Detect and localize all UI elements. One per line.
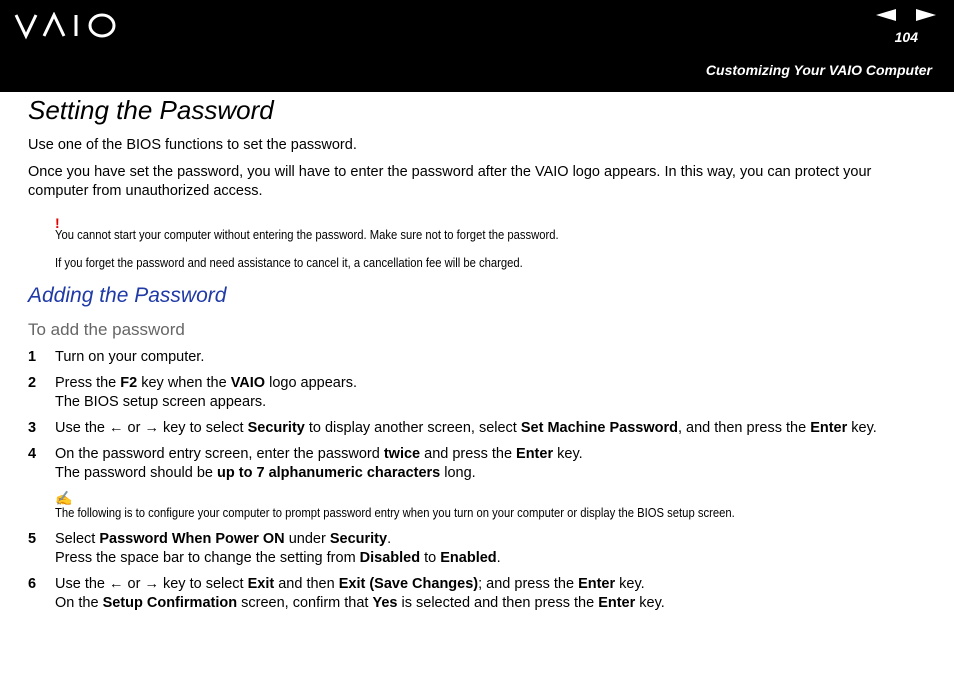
key-name: Enter — [516, 446, 554, 462]
emphasis: up to 7 alphanumeric characters — [217, 465, 441, 481]
step-text: key to select — [158, 576, 248, 592]
step-number: 3 — [28, 420, 37, 436]
step-number: 1 — [28, 349, 37, 365]
note-text: You cannot start your computer without entering the password. Make sure not to forget the password. — [55, 228, 559, 242]
step-text: Press the space bar to change the setting from — [55, 550, 360, 566]
left-arrow-key-icon: ← — [109, 420, 124, 436]
right-arrow-key-icon: → — [144, 420, 159, 436]
step-text: and then — [274, 576, 339, 592]
page-nav — [860, 8, 936, 26]
step-text: key. — [847, 420, 877, 436]
left-arrow-key-icon: ← — [109, 576, 124, 592]
subsection-title: Adding the Password — [28, 284, 227, 307]
step-number: 5 — [28, 531, 37, 547]
step-text: to display another screen, select — [304, 420, 521, 436]
procedure-title: To add the password — [28, 320, 185, 339]
step-text: On the — [55, 595, 103, 611]
body-paragraph: Once you have set the password, you will have to enter the password after the VAIO logo appears. In this way, you can protect your computer from unauthorized access. — [28, 164, 872, 199]
warning-icon: ! — [55, 215, 60, 231]
page-title: Setting the Password — [28, 95, 274, 125]
setting-value: Disabled — [359, 550, 421, 566]
step-text: . — [496, 550, 501, 566]
section-title: Customizing Your VAIO Computer — [705, 62, 932, 78]
option-name: Password When Power ON — [99, 531, 285, 547]
step-text: or — [123, 576, 145, 592]
list-item — [28, 575, 928, 613]
step-text: Press the — [55, 375, 121, 391]
warning-note — [55, 215, 928, 270]
previous-page-icon[interactable] — [876, 9, 896, 21]
page-header — [0, 0, 954, 92]
steps-list — [28, 348, 928, 483]
list-item — [28, 445, 928, 483]
list-item — [28, 530, 928, 568]
key-name: Enter — [578, 576, 616, 592]
next-page-icon[interactable] — [916, 9, 936, 21]
key-name: Enter — [598, 595, 636, 611]
option-name: Yes — [372, 595, 398, 611]
step-text: key. — [615, 576, 645, 592]
list-item — [28, 419, 928, 438]
step-text: . — [387, 531, 392, 547]
step-text: ; and press the — [478, 576, 579, 592]
list-item — [28, 348, 928, 367]
step-text: long. — [440, 465, 476, 481]
vaio-logo — [14, 12, 122, 40]
step-text: key. — [553, 446, 583, 462]
step-text: Use the — [55, 420, 109, 436]
intro-text: Use one of the BIOS functions to set the password. — [28, 137, 357, 153]
step-text: The password should be — [55, 465, 218, 481]
step-text: On the password entry screen, enter the password — [55, 446, 384, 462]
key-name: Enter — [810, 420, 848, 436]
menu-name: Security — [329, 531, 388, 547]
step-number: 4 — [28, 446, 37, 462]
setting-value: Enabled — [440, 550, 497, 566]
right-arrow-key-icon: → — [144, 576, 159, 592]
step-text: , and then press the — [678, 420, 811, 436]
step-text: to — [420, 550, 441, 566]
step-text: key to select — [158, 420, 248, 436]
list-item — [28, 374, 928, 412]
option-name: Set Machine Password — [520, 420, 678, 436]
tip-note — [55, 490, 928, 520]
step-text: and press the — [420, 446, 517, 462]
note-text: The following is to configure your computer to prompt password entry when you turn on your computer or display the BIOS setup screen. — [55, 506, 735, 520]
key-name: F2 — [120, 375, 138, 391]
step-number: 2 — [28, 375, 37, 391]
step-text: under — [284, 531, 330, 547]
note-text: If you forget the password and need assistance to cancel it, a cancellation fee will be charged. — [55, 256, 523, 270]
page-content — [28, 95, 928, 620]
step-text: is selected and then press the — [397, 595, 599, 611]
step-text: key when the — [137, 375, 231, 391]
step-text: The BIOS setup screen appears. — [55, 394, 267, 410]
menu-name: Exit — [247, 576, 275, 592]
step-text: key. — [635, 595, 665, 611]
option-name: Exit (Save Changes) — [338, 576, 479, 592]
steps-list — [28, 530, 928, 613]
menu-name: Security — [247, 420, 305, 436]
emphasis: twice — [383, 446, 421, 462]
logo-name: VAIO — [230, 375, 266, 391]
page-number: 104 — [894, 29, 918, 45]
step-text: Select — [55, 531, 100, 547]
step-number: 6 — [28, 576, 37, 592]
screen-name: Setup Confirmation — [102, 595, 238, 611]
pencil-icon: ✍ — [55, 490, 73, 506]
step-text: screen, confirm that — [237, 595, 373, 611]
step-text: or — [123, 420, 145, 436]
step-text: Use the — [55, 576, 109, 592]
step-text: logo appears. — [265, 375, 357, 391]
step-text: Turn on your computer. — [55, 349, 205, 365]
